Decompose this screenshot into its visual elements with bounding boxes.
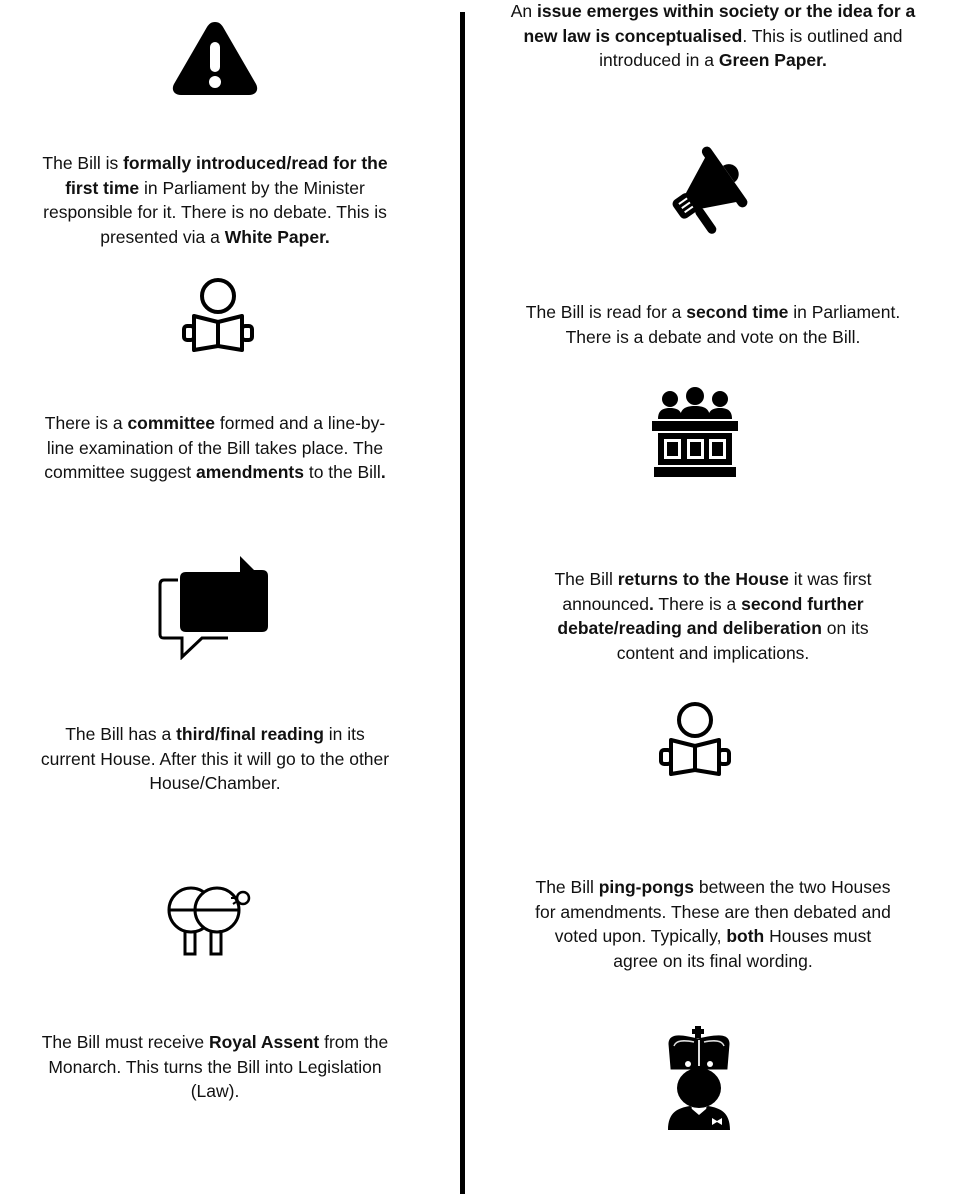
text-line [470,900,956,925]
ping-pong-paddles-icon [165,880,255,958]
text-line [470,949,956,974]
text: from the [319,1032,389,1052]
bold-text: both [726,926,765,946]
step-first-reading [0,151,430,249]
text-line [0,436,430,461]
text: between the two Houses [693,877,891,897]
text-line [0,1079,430,1104]
step-royal-assent [0,1030,430,1104]
text-line [470,875,956,900]
text: committee suggest [44,462,197,482]
text: to the Bill [303,462,381,482]
text: presented via a [100,226,225,247]
text: . This is outlined and [742,25,903,46]
text: in its [323,724,365,744]
text-line [0,176,430,201]
text: There is a [44,413,128,433]
text: The Bill is [42,153,124,173]
text: current House. After this it will go to the other [40,748,390,769]
text: line examination of the Bill takes place. The [46,437,384,458]
text-line [470,325,956,350]
text-line [0,747,430,772]
bold-text: . [649,593,654,614]
reading-person-icon [180,276,256,354]
text: for amendments. These are then debated and [535,901,891,922]
text-line [470,592,956,617]
text: announced [562,593,649,614]
text-line [0,460,430,485]
text: voted upon. Typically, [554,926,727,946]
text-line [0,722,430,747]
bold-text: Green Paper. [718,50,827,70]
bold-text: amendments [196,462,304,482]
text: The Bill is read for a [525,302,687,322]
text-line [470,924,956,949]
text-line [0,1055,430,1080]
text: The Bill [535,877,599,897]
text: (Law). [190,1081,240,1101]
megaphone-icon [665,142,761,238]
committee-podium-icon [650,385,740,480]
text-line [0,151,430,176]
text: The Bill [554,569,618,589]
text-line [0,771,430,796]
bold-text: White Paper. [224,226,330,247]
text-line [470,616,956,641]
text: responsible for it. There is no debate. This is [43,202,387,222]
bold-text: . [380,462,386,482]
text: Houses must [764,926,872,946]
text-line [470,641,956,666]
step-second-reading [470,300,956,349]
step-third-reading [0,722,430,796]
monarch-icon [664,1026,734,1132]
text-line [470,567,956,592]
text: in Parliament by the Minister [139,177,365,198]
step-green-paper [470,0,956,73]
bold-text: Royal Assent [208,1032,320,1052]
text: on its [821,618,869,638]
bold-text: issue emerges within society or the idea for a [536,1,916,21]
text-line [0,200,430,225]
step-committee [0,411,430,485]
text: Monarch. This turns the Bill into Legislation [48,1056,382,1077]
bold-text: ping-pongs [598,877,694,897]
bold-text: committee [127,413,215,433]
text: introduced in a [599,50,719,70]
text-line [470,300,956,325]
text: formed and a line-by- [214,413,386,433]
reading-person-icon [657,700,733,778]
bold-text: debate/reading and deliberation [557,618,822,638]
text-line [0,411,430,436]
bold-text: new law is conceptualised [523,25,743,46]
text: The Bill must receive [41,1032,209,1052]
text: agree on its final wording. [613,950,813,971]
speech-bubbles-icon [158,554,270,660]
text: There is a debate and vote on the Bill. [565,326,861,347]
bold-text: second time [686,302,789,322]
text-line [470,48,956,73]
text: The Bill has a [65,724,177,744]
text: There is a [653,593,742,614]
step-ping-pong [470,875,956,973]
warning-icon [170,18,260,98]
text-line [0,225,430,250]
text-line [470,24,956,49]
bold-text: returns to the House [617,569,789,589]
text: content and implications. [616,642,810,663]
text: House/Chamber. [149,773,281,793]
text-line [470,0,956,24]
step-report-stage [470,567,956,665]
column-divider [460,12,465,1194]
bold-text: first time [65,177,140,198]
bold-text: formally introduced/read for the [123,153,388,173]
text: in Parliament. [788,302,901,322]
text-line [0,1030,430,1055]
bold-text: second further [741,593,864,614]
bold-text: third/final reading [176,724,324,744]
text: it was first [788,569,872,589]
text: An [510,1,537,21]
